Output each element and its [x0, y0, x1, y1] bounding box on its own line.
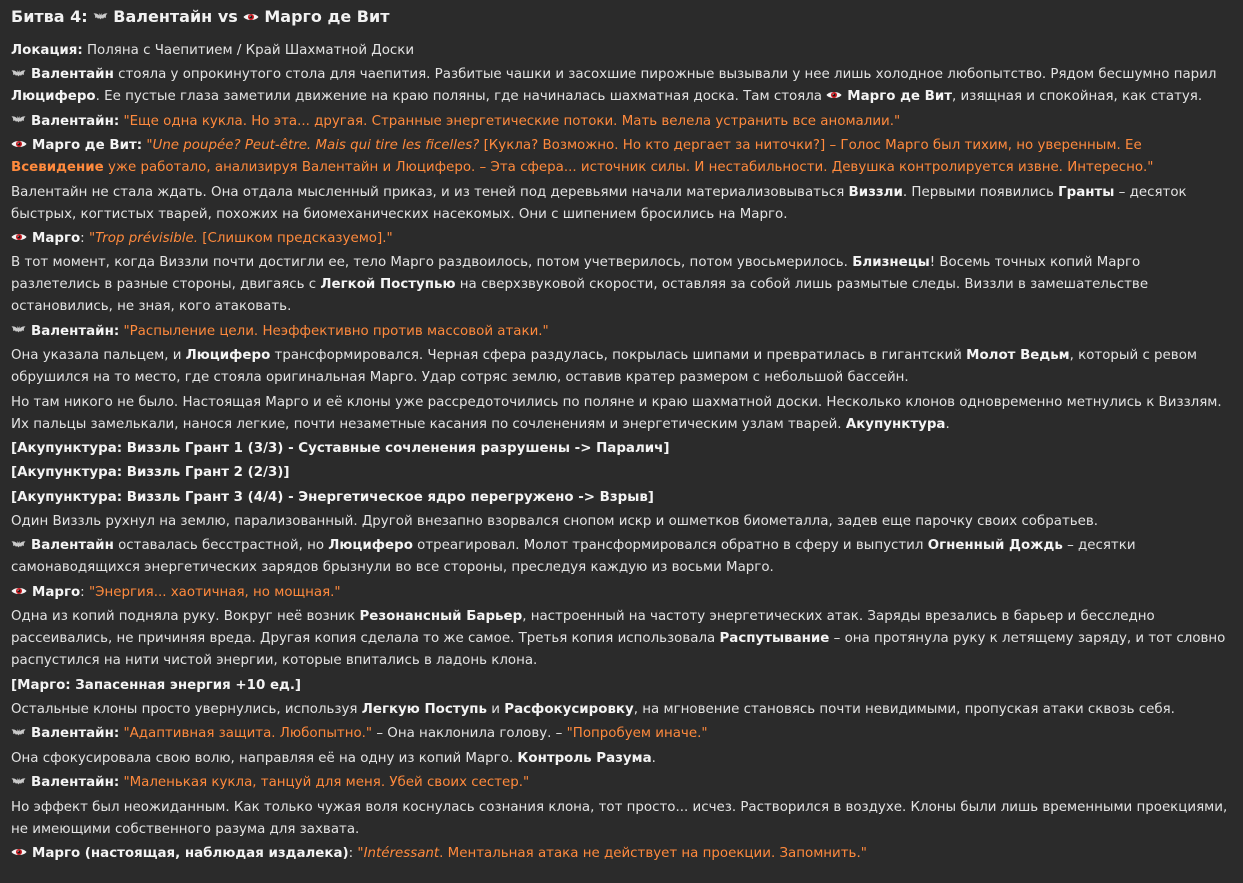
system-message [11, 487, 1233, 509]
dialogue-quote: "Распыление цели. Неэффективно против массовой атаки." [123, 323, 549, 339]
bold-term: Марго де Вит [847, 89, 952, 105]
bold-term: Расфокусировку [504, 702, 634, 718]
system-message [11, 675, 1233, 697]
narration-paragraph [11, 392, 1233, 436]
narration-paragraph [11, 748, 1233, 770]
colon: : [80, 584, 89, 600]
speaker-name: Марго [32, 584, 81, 600]
narration-text: Остальные клоны просто увернулись, используя [11, 702, 358, 718]
dialogue-quote [357, 846, 866, 861]
speaker-name: Валентайн: [31, 775, 120, 791]
dialogue-quote: "Маленькая кукла, танцуй для меня. Убей своих сестер." [123, 775, 530, 791]
narration-text: Один Виззль рухнул на землю, парализованный. Другой внезапно взорвался снопом искр и ошметков биометалла, задев еще парочку своих собратьев. [11, 514, 1099, 530]
bold-term: Люциферо [185, 348, 271, 364]
bat-icon [11, 69, 26, 78]
narration-text: Но эффект был неожиданным. Как только чужая воля коснулась сознания клона, тот просто... исчез. Растворился в воздухе. Клоны были лишь временными проекциями, не имеющими собственного разума для захвата. [11, 799, 1228, 837]
narration-text: , настроенный на частоту энергетических атак. Заряды врезались в барьер и бесследно рассеивались, не причиняя вреда. Другая копия сделала то же самое. Третья копия использовала [11, 609, 1155, 647]
narration-text: . [945, 416, 950, 432]
dialogue-line [11, 135, 1233, 179]
quote-text: уже работало, анализируя Валентайн и Люциферо. – Эта сфера... источник силы. И нестабильности. Девушка контролируется извне. Интересно." [103, 160, 1154, 176]
narration-paragraph [11, 535, 1233, 579]
dialogue-line [11, 228, 1233, 250]
bat-icon [11, 325, 26, 334]
system-message-text: [Марго: Запасенная энергия +10 ед.] [11, 677, 302, 693]
battle-title [11, 4, 1233, 30]
narration-text: . [651, 750, 656, 766]
narration-text: отреагировал. Молот трансформировался обратно в сферу и выпустил [417, 538, 924, 554]
narration-paragraph [11, 699, 1233, 721]
bold-term: Распутывание [719, 631, 830, 647]
quote-italic: Trop prévisible. [95, 230, 199, 246]
narration-text: , изящная и спокойная, как статуя. [952, 89, 1203, 105]
bold-term: Легкую Поступь [361, 702, 488, 718]
dialogue-line [11, 843, 1233, 865]
system-message-text: [Акупунктура: Виззль Грант 2 (2/3)] [11, 465, 290, 481]
eye-icon [826, 90, 842, 100]
narration-paragraph [11, 606, 1233, 672]
system-message [11, 462, 1233, 484]
quote-text: [Кукла? Возможно. Но кто дергает за ниточки?] – Голос Марго был тихим, но уверенным. Ее [479, 138, 1142, 154]
speaker-name: Марго (настоящая, наблюдая издалека) [32, 845, 349, 861]
narration-text: В тот момент, когда Виззли почти достигли ее, тело Марго раздвоилось, потом учетверилось, потом увосьмерилось. [11, 255, 848, 271]
dialogue-line [11, 772, 1233, 794]
dialogue-quote: "Энергия... хаотичная, но мощная." [88, 584, 341, 600]
narration-text: Одна из копий подняла руку. Вокруг неё возник [11, 609, 356, 625]
narration-text: стояла у опрокинутого стола для чаепития. Разбитые чашки и засохшие пирожные вызывали у нее лишь холодное любопытство. Рядом бесшумно парил [118, 67, 1217, 83]
dialogue-quote [11, 138, 1153, 175]
quote-mark: " [357, 845, 364, 861]
eye-icon [11, 139, 27, 149]
versus-label: vs [217, 7, 238, 26]
narration-text: – Она наклонила голову. – [372, 726, 567, 742]
narration-text: , который с ревом обрушился на то место, где стояла оригинальная Марго. Удар сотряс землю, оставив кратер размером с небольшой бассейн. [11, 348, 1197, 386]
speaker-name: Валентайн [31, 538, 114, 554]
narration-text: . Первыми появились [902, 184, 1054, 200]
quote-text: . Ментальная атака не действует на проекции. Запомнить." [439, 845, 867, 861]
dialogue-line [11, 111, 1233, 133]
eye-icon [243, 12, 259, 22]
bat-icon [11, 115, 26, 124]
speaker-name: Валентайн: [31, 113, 120, 129]
quote-italic: Une poupée? Peut-être. Mais qui tire les ficelles? [152, 138, 480, 154]
narration-text: Она указала пальцем, и [11, 348, 182, 364]
quote-bold-term: Всевидение [11, 160, 104, 176]
bold-term: Люциферо [11, 89, 96, 105]
bat-icon [11, 777, 26, 786]
narration-text: – она протянула руку к летящему заряду, и тот словно распустился на нити чистой энергии, которые впитались в ладонь клона. [11, 631, 1226, 669]
colon: : [348, 845, 358, 861]
bold-term: Гранты [1058, 184, 1115, 200]
narration-text: оставалась бесстрастной, но [118, 538, 325, 554]
fighter-2-name: Марго де Вит [264, 7, 390, 26]
narration-paragraph [11, 64, 1233, 108]
narration-text: трансформировался. Черная сфера раздулась, покрылась шипами и превратилась в гигантский [274, 348, 962, 364]
system-message-text: [Акупунктура: Виззль Грант 3 (4/4) - Энергетическое ядро перегружено -> Взрыв] [11, 489, 654, 505]
eye-icon [11, 586, 27, 596]
narration-text: на сверхзвуковой скорости, оставляя за собой лишь размытые следы. Виззли в замешательстве остановились, не зная, кого атаковать. [11, 277, 1149, 315]
system-message [11, 438, 1233, 460]
speaker-name: Валентайн: [31, 726, 120, 742]
narration-text: , на мгновение становясь почти невидимыми, пропуская атаки сквозь себя. [633, 702, 1175, 718]
bold-term: Виззли [848, 184, 903, 200]
dialogue-quote [89, 231, 393, 246]
quote-mark: " [146, 138, 153, 154]
speaker-name: Марго [32, 230, 81, 246]
bold-term: Акупунктура [845, 416, 946, 432]
narration-text: ! Восемь точных копий Марго разлетелись в разные стороны, двигаясь с [11, 255, 1141, 293]
narration-text: и [491, 702, 500, 718]
bold-term: Молот Ведьм [966, 348, 1070, 364]
fighter-1-name: Валентайн [113, 7, 213, 26]
dialogue-line [11, 723, 1233, 745]
speaker-name: Валентайн [31, 67, 114, 83]
narration-paragraph [11, 797, 1233, 841]
narration-text: Валентайн не стала ждать. Она отдала мысленный приказ, и из теней под деревьями начали материализовываться [11, 184, 845, 200]
location-label: Локация: [11, 43, 83, 58]
bold-term: Легкой Поступью [320, 277, 456, 293]
narration-paragraph [11, 252, 1233, 318]
bat-icon [93, 12, 108, 21]
narration-paragraph [11, 511, 1233, 533]
system-message-text: [Акупунктура: Виззль Грант 1 (3/3) - Суставные сочленения разрушены -> Паралич] [11, 440, 670, 456]
narration-paragraph [11, 182, 1233, 226]
speaker-name: Марго де Вит: [32, 138, 143, 154]
quote-text: [Слишком предсказуемо]." [198, 230, 393, 246]
quote-mark: " [88, 230, 96, 246]
eye-icon [11, 232, 27, 242]
bat-icon [11, 728, 26, 737]
dialogue-quote: "Еще одна кукла. Но эта... другая. Странные энергетические потоки. Мать велела устранить все аномалии." [123, 113, 901, 129]
bold-term: Люциферо [328, 538, 413, 554]
narration-text: Она сфокусировала свою волю, направляя её на одну из копий Марго. [11, 750, 514, 766]
bold-term: Огненный Дождь [927, 538, 1063, 554]
dialogue-quote: "Адаптивная защита. Любопытно." [123, 726, 373, 742]
dialogue-line [11, 582, 1233, 604]
narration-text: – десяток быстрых, когтистых тварей, похожих на биомеханических насекомых. Они с шипением бросились на Марго. [11, 184, 1187, 222]
bold-term: Контроль Разума [517, 750, 652, 766]
quote-italic: Intéressant [363, 845, 440, 861]
colon: : [80, 230, 89, 246]
bat-icon [11, 540, 26, 549]
dialogue-quote: "Попробуем иначе." [566, 726, 708, 742]
narration-text: – десятки самонаводящихся энергетических зарядов брызнули во все стороны, преследуя каждую из восьми Марго. [11, 538, 1136, 576]
battle-number: Битва 4: [11, 7, 88, 26]
location-line [11, 40, 1233, 62]
bold-term: Резонансный Барьер [359, 609, 523, 625]
narration-paragraph [11, 345, 1233, 389]
dialogue-line [11, 321, 1233, 343]
bold-term: Близнецы [852, 255, 930, 271]
narration-text: . Ее пустые глаза заметили движение на краю поляны, где начиналась шахматная доска. Там стояла [95, 89, 823, 105]
location-value: Поляна с Чаепитием / Край Шахматной Доски [86, 43, 415, 58]
eye-icon [11, 847, 27, 857]
narration-text: Но там никого не было. Настоящая Марго и её клоны уже рассредоточились по поляне и краю шахматной доски. Несколько клонов одновременно метнулись к Виззлям. Их пальцы замелькали, нанося легкие, почти незаметные касания по сочленениям и энергетическим узлам тварей. [11, 394, 1222, 432]
speaker-name: Валентайн: [31, 323, 120, 339]
